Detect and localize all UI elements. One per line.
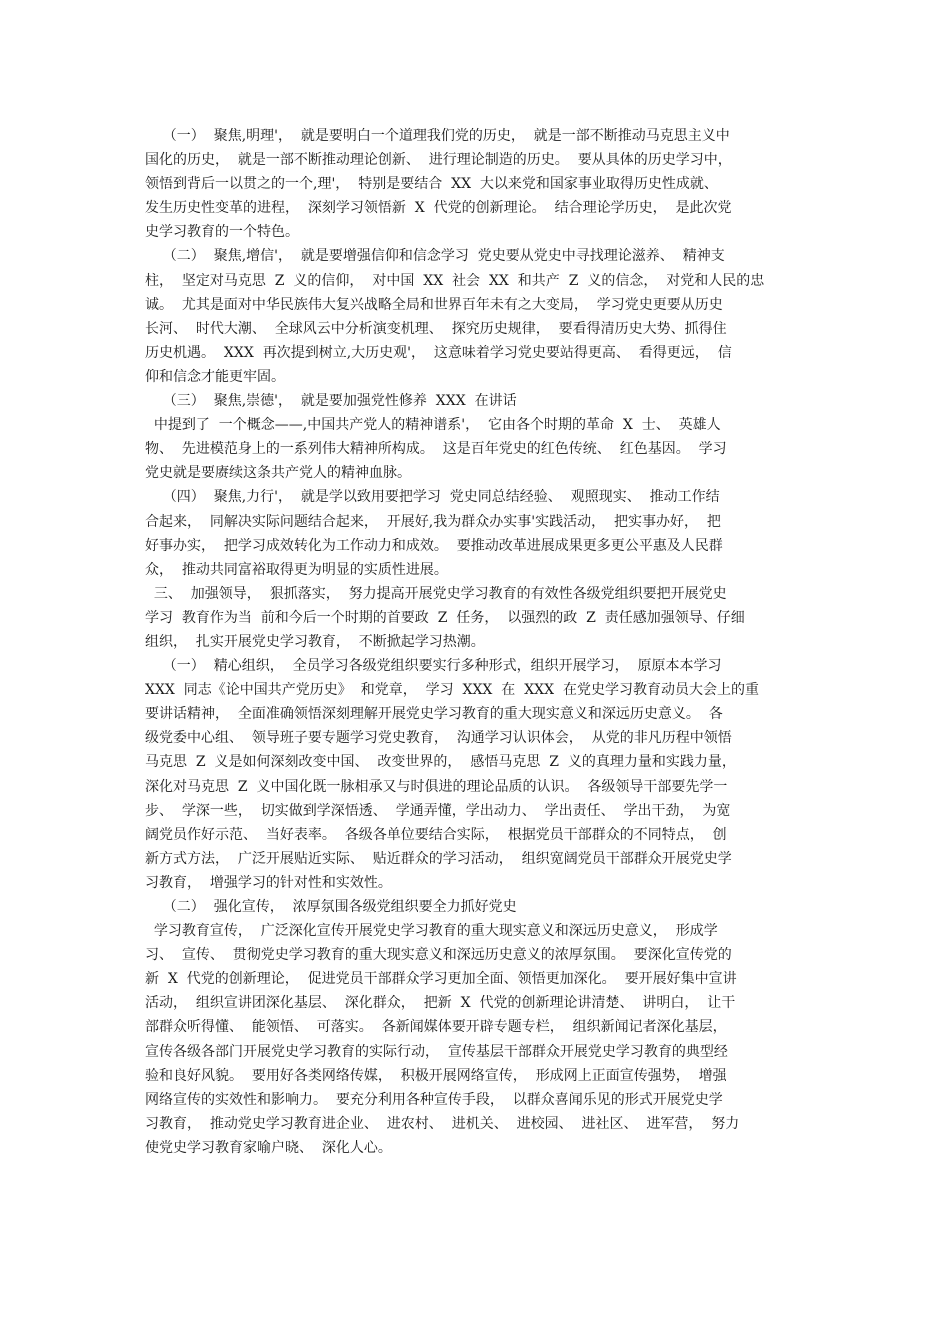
text-line: 组织， 扎实开展党史学习教育， 不断掀起学习热潮。 [145,633,485,650]
text-line: 习、 宣传、 贯彻党史学习教育的重大现实意义和深远历史意义的浓厚氛围。 要深化宣传党的 [145,947,732,964]
text-line: （一） 聚焦,明理'， 就是要明白一个道理我们党的历史， 就是一部不断推动马克思主义中 [145,128,730,144]
text-line: 部群众听得懂、 能领悟、 可落实。 各新闻媒体要开辟专题专栏， 组织新闻记者深化基层， [145,1019,727,1036]
text-line: 新方式方法， 广泛开展贴近实际、 贴近群众的学习活动， 组织宽阔党员干部群众开展党史学 [145,850,732,867]
text-line: 国化的历史， 就是一部不断推动理论创新、 进行理论制造的历史。 要从具体的历史学习中， [145,152,732,169]
text-line: （一） 精心组织， 全员学习各级党组织要实行多种形式，组织开展学习， 原原本本学习 [145,658,722,675]
text-line: 好事办实， 把学习成效转化为工作动力和成效。 要推动改革进展成果更多更公平惠及人民群 [145,537,723,554]
text-line: （四） 聚焦,力行'， 就是学以致用要把学习 党史同总结经验、 观照现实、 推动工作结 [145,489,720,506]
text-line: 长河、 时代大潮、 全球风云中分析演变机理、 探究历史规律， 要看得清历史大势、抓得住 [145,320,727,337]
text-line: 习教育， 增强学习的针对性和实效性。 [145,874,392,891]
text-line: 步、 学深一些， 切实做到学深悟透、 学通弄懂，学出动力、 学出责任、 学出干劲， 为宽 [145,802,731,819]
text-line: 宣传各级各部门开展党史学习教育的实际行动， 宣传基层干部群众开展党史学习教育的典型经 [145,1043,728,1060]
text-line: 学习 教育作为当 前和今后一个时期的首要政 Z 任务， 以强烈的政 Z 责任感加强领导、仔细 [145,609,745,626]
text-line: 阔党员作好示范、 当好表率。 各级各单位要结合实际， 根据党员干部群众的不同特点， 创 [145,826,727,843]
text-line: （二） 强化宣传， 浓厚氛围各级党组织要全力抓好党史 [145,899,517,915]
text-line: 发生历史性变革的进程， 深刻学习领悟新 X 代党的创新理论。 结合理论学历史， 是此次党 [145,200,732,217]
text-line: 要讲话精神， 全面准确领悟深刻理解开展党史学习教育的重大现实意义和深远历史意义。 各 [145,706,723,723]
text-line: 诚。 尤其是面对中华民族伟大复兴战略全局和世界百年未有之大变局， 学习党史更要从历史 [145,296,723,313]
text-line: 领悟到背后一以贯之的一个,理'， 特别是要结合 XX 大以来党和国家事业取得历史性成就、 [145,176,718,193]
text-line: 历史机遇。 XXX 再次提到树立,大历史观'， 这意味着学习党史要站得更高、 看得更远， 信 [145,344,732,361]
text-line: 仰和信念才能更牢固。 [145,368,285,385]
text-line: 马克思 Z 义是如何深刻改变中国、 改变世界的， 感悟马克思 Z 义的真理力量和实践力量， [145,754,736,771]
text-line: 合起来， 同解决实际问题结合起来， 开展好,我为群众办实事'实践活动， 把实事办好， 把 [145,513,721,530]
text-line: 使党史学习教育家喻户晓、 深化人心。 [145,1139,392,1156]
text-line: 习教育， 推动党史学习教育进企业、 进农村、 进机关、 进校园、 进社区、 进军营， 努力 [145,1115,740,1132]
text-line: 学习教育宣传， 广泛深化宣传开展党史学习教育的重大现实意义和深远历史意义， 形成学 [145,923,718,940]
text-line: 柱， 坚定对马克思 Z 义的信仰， 对中国 XX 社会 XX 和共产 Z 义的信念， 对党和人民的忠 [145,272,765,289]
text-line: 史学习教育的一个特色。 [145,224,299,241]
text-line: 党史就是要赓续这条共产党人的精神血脉。 [145,465,411,482]
text-line: （二） 聚焦,增信'， 就是要增强信仰和信念学习 党史要从党史中寻找理论滋养、 精神支 [145,248,725,265]
text-line: 活动， 组织宣讲团深化基层、 深化群众， 把新 X 代党的创新理论讲清楚、 讲明白， 让干 [145,995,736,1012]
text-line: 新 X 代党的创新理论， 促进党员干部群众学习更加全面、领悟更加深化。 要开展好集中宣讲 [145,971,737,988]
text-line: 深化对马克思 Z 义中国化既一脉相承又与时俱进的理论品质的认识。 各级领导干部要先学一 [145,778,728,795]
text-line: 验和良好风貌。 要用好各类网络传媒， 积极开展网络宣传， 形成网上正面宣传强势， 增强 [145,1067,727,1084]
text-line: 物、 先进模范身上的一系列伟大精神所构成。 这是百年党史的红色传统、 红色基因。 学习 [145,441,727,458]
text-line: 级党委中心组、 领导班子要专题学习党史教育， 沟通学习认识体会， 从党的非凡历程中领悟 [145,730,732,747]
text-line: XXX 同志《论中国共产党历史》 和党章， 学习 XXX 在 XXX 在党史学习教育动员大会上的重 [145,682,760,699]
text-line: 众， 推动共同富裕取得更为明显的实质性进展。 [145,561,448,578]
text-line: 网络宣传的实效性和影响力。 要充分利用各种宣传手段， 以群众喜闻乐见的形式开展党史学 [145,1091,723,1108]
text-line: （三） 聚焦,崇德'， 就是要加强党性修养 XXX 在讲话 [145,393,517,410]
text-line: 中提到了 一个概念——,中国共产党人的精神谱系'， 它由各个时期的革命 X 士、 英雄人 [145,417,721,434]
text-line: 三、 加强领导， 狠抓落实， 努力提高开展党史学习教育的有效性各级党组织要把开展党史 [145,585,727,602]
document-body [145,124,810,1160]
